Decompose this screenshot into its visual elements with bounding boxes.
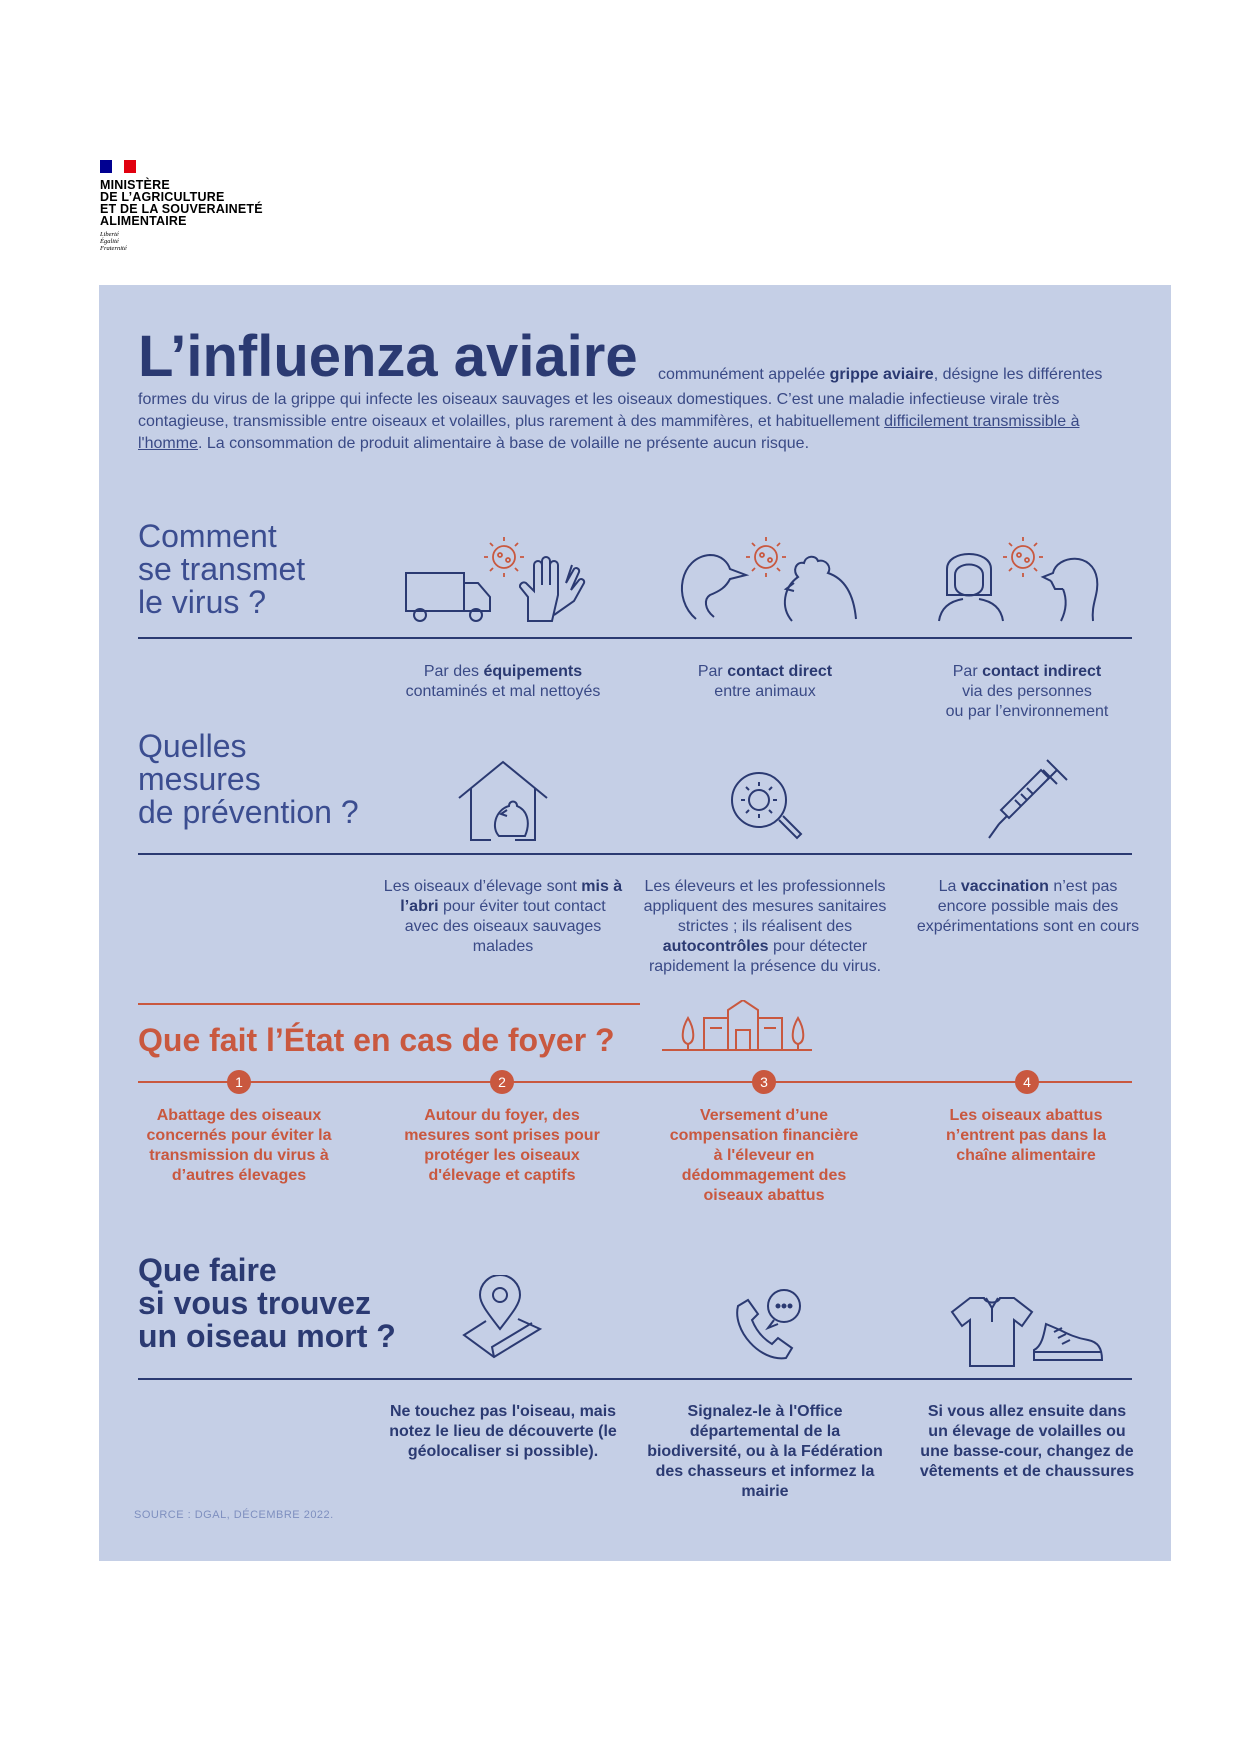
french-flag-icon <box>100 160 136 173</box>
step-text-4: Les oiseaux abattus n’entrent pas dans la chaîne alimentaire <box>945 1107 1107 1164</box>
step-badge-2: 2 <box>490 1070 514 1094</box>
caption-contact-indirect: Par contact indirect via des personnes ou par l’environnement <box>945 663 1109 720</box>
source-note: SOURCE : DGAL, DÉCEMBRE 2022. <box>134 1509 334 1521</box>
intro-end: . La consommation de produit alimentaire à base de volaille ne présente aucun risque. <box>197 435 810 452</box>
duck-hen-virus-icon <box>676 535 866 625</box>
motto-liberte: Liberté <box>100 231 119 238</box>
step-text-2: Autour du foyer, des mesures sont prises pour protéger les oiseaux d'élevage et captifs <box>404 1107 600 1184</box>
intro-rest: formes du virus de la grippe qui infecte les oiseaux sauvages et les oiseaux domestiques. C’est une maladie infectieuse virale très contagieuse, transmissible entre oiseaux et volailles, plus rarement à des mammifères, et habituellement <box>138 391 1060 430</box>
intro-link[interactable]: difficilement transmissible à l'homme <box>138 413 1080 452</box>
caption-vaccination: La vaccination n’est pas encore possible mais des expérimentations sont en cours <box>916 878 1140 935</box>
logo-line-1: MINISTÈRE <box>100 178 170 192</box>
logo-line-2: DE L’AGRICULTURE <box>100 190 225 204</box>
phone-call-icon <box>728 1288 804 1364</box>
dead-bird-divider <box>138 1378 1132 1380</box>
intro-first-line: communément appelée grippe aviaire, désigne les différentes <box>658 366 1103 383</box>
state-top-rule <box>138 1003 640 1005</box>
step-text-3: Versement d’une compensation financière à l'éleveur en dédommagement des oiseaux abattus <box>669 1107 859 1204</box>
motto-fraternite: Fraternité <box>100 245 127 252</box>
syringe-icon <box>985 756 1071 842</box>
house-hen-icon <box>455 758 551 842</box>
truck-gloves-virus-icon <box>404 535 604 625</box>
prefecture-building-icon <box>662 1000 826 1058</box>
state-timeline <box>138 1081 1132 1083</box>
ministry-logo <box>100 160 320 252</box>
caption-contact-direct: Par contact direct entre animaux <box>697 663 833 700</box>
logo-line-3: ET DE LA SOUVERAINETÉ <box>100 202 263 216</box>
step-badge-3: 3 <box>752 1070 776 1094</box>
advice-report: Signalez-le à l'Office départemental de la biodiversité, ou à la Fédération des chasseurs et informez la mairie <box>647 1403 883 1500</box>
advice-change-clothes: Si vous allez ensuite dans un élevage de volailles ou une basse-cour, changez de vêtements et de chaussures <box>919 1403 1135 1480</box>
prevention-heading: Quelles mesures de prévention ? <box>138 728 359 830</box>
motto-egalite: Égalité <box>100 238 119 245</box>
advice-no-touch: Ne touchez pas l'oiseau, mais notez le lieu de découverte (le géolocaliser si possible). <box>389 1403 617 1460</box>
caption-mis-a-labri: Les oiseaux d’élevage sont mis à l’abri pour éviter tout contact avec des oiseaux sauvages malades <box>383 878 623 955</box>
step-badge-4: 4 <box>1015 1070 1039 1094</box>
intro-paragraph <box>138 367 1134 455</box>
step-badge-1: 1 <box>227 1070 251 1094</box>
transmission-divider <box>138 637 1132 639</box>
persons-virus-icon <box>935 535 1125 625</box>
state-heading: Que fait l’État en cas de foyer ? <box>138 1022 615 1058</box>
shirt-shoe-icon <box>950 1292 1110 1368</box>
step-text-1: Abattage des oiseaux concernés pour éviter la transmission du virus à d’autres élevages <box>146 1107 332 1184</box>
map-pin-icon <box>460 1275 546 1361</box>
dead-bird-heading: Que faire si vous trouvez un oiseau mort ? <box>138 1252 396 1354</box>
logo-line-4: ALIMENTAIRE <box>100 214 187 228</box>
caption-autocontroles: Les éleveurs et les professionnels appliquent des mesures sanitaires strictes ; ils réalisent des autocontrôles pour détecter rapidement la présence du virus. <box>643 878 887 975</box>
caption-equipements: Par des équipements contaminés et mal nettoyés <box>405 663 601 700</box>
magnifier-virus-icon <box>727 768 807 842</box>
prevention-divider <box>138 853 1132 855</box>
page-title: L’influenza aviaire <box>138 324 638 389</box>
transmission-heading: Comment se transmet le virus ? <box>138 518 306 620</box>
